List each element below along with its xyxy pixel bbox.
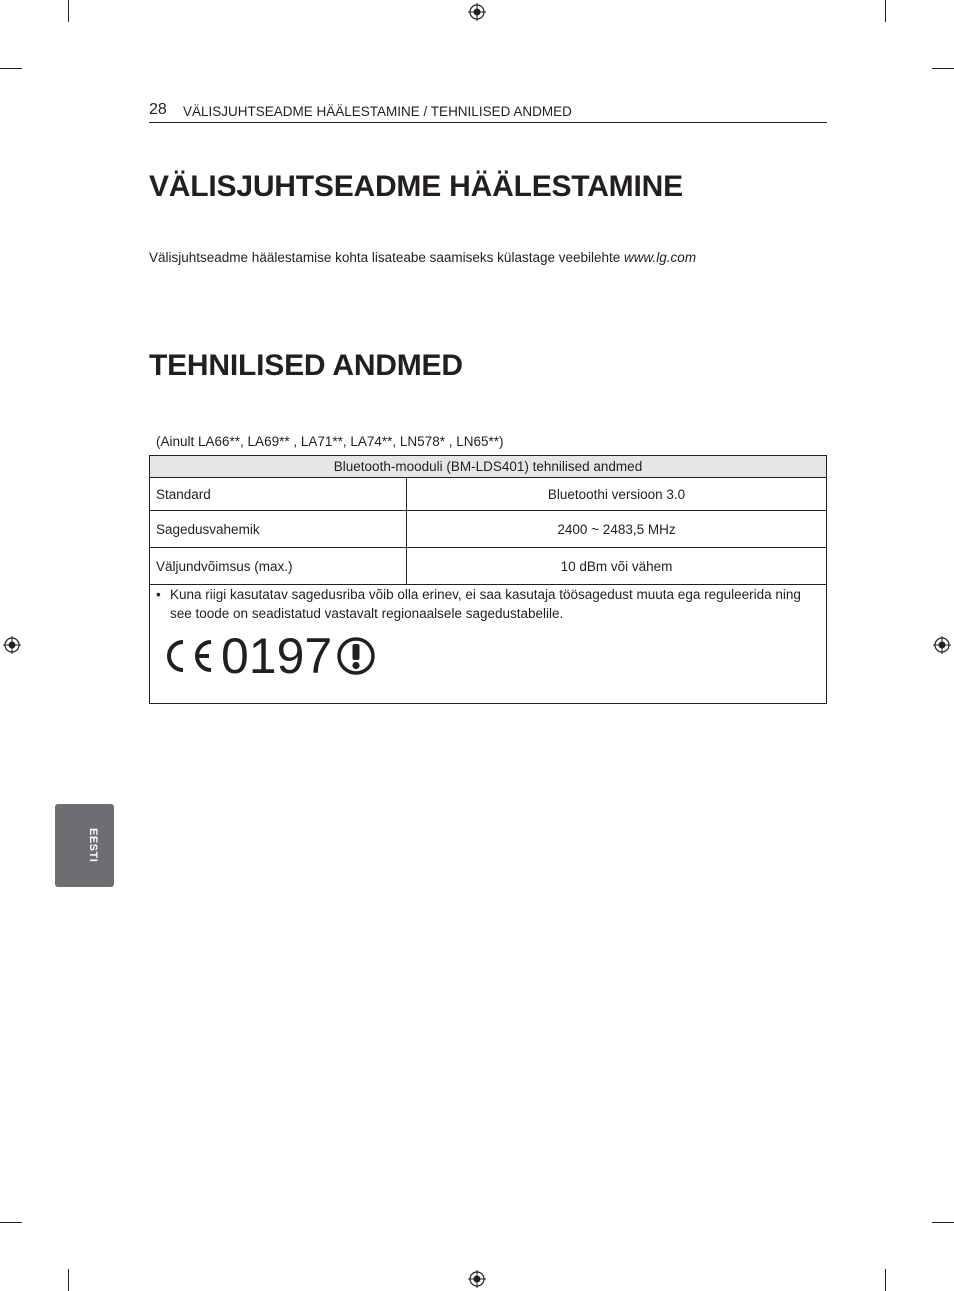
note-bullet	[156, 585, 820, 623]
table-row	[150, 511, 827, 548]
ce-logo-icon	[159, 636, 215, 676]
alert-sign-icon	[336, 636, 376, 676]
section-heading-remote-setup: VÄLISJUHTSEADME HÄÄLESTAMINE	[149, 170, 683, 203]
note-text: Kuna riigi kasutatav sagedusriba võib olla erinev, ei saa kasutaja töösagedust muuta ega reguleerida ning see toode on seadistatud vastavalt regionaalsele sagedustabelile.	[170, 587, 801, 621]
bullet-icon: •	[156, 587, 161, 602]
language-tab-label: EESTI	[87, 828, 99, 863]
table-row-label: Väljundvõimsus (max.)	[150, 548, 407, 585]
notified-body-number: 0197	[221, 628, 333, 684]
registration-mark-icon	[468, 1270, 486, 1288]
table-row	[150, 548, 827, 585]
crop-mark	[68, 1269, 69, 1291]
table-row	[150, 478, 827, 511]
models-note: (Ainult LA66**, LA69** , LA71**, LA74**, LN578* , LN65**)	[156, 434, 504, 449]
table-row-value: 10 dBm või vähem	[407, 548, 827, 585]
table-header-cell: Bluetooth-mooduli (BM-LDS401) tehnilised andmed	[150, 456, 827, 478]
table-row-value: 2400 ~ 2483,5 MHz	[407, 511, 827, 548]
intro-paragraph	[149, 250, 696, 265]
website-link[interactable]: www.lg.com	[624, 250, 697, 265]
table-row-label: Sagedusvahemik	[150, 511, 407, 548]
crop-mark	[0, 68, 22, 69]
ce-marking	[159, 628, 820, 684]
section-heading-specifications: TEHNILISED ANDMED	[149, 349, 463, 382]
crop-mark	[932, 68, 954, 69]
intro-text: Välisjuhtseadme häälestamise kohta lisateabe saamiseks külastage veebilehte	[149, 250, 621, 265]
registration-mark-icon	[3, 636, 21, 654]
crop-mark	[932, 1222, 954, 1223]
crop-mark	[0, 1222, 22, 1223]
table-row-value: Bluetoothi versioon 3.0	[407, 478, 827, 511]
crop-mark	[885, 1269, 886, 1291]
running-header	[149, 100, 827, 123]
language-tab	[55, 804, 114, 887]
crop-mark	[885, 0, 886, 22]
crop-mark	[68, 0, 69, 22]
registration-mark-icon	[933, 636, 951, 654]
table-note-cell	[150, 585, 827, 704]
table-row-label: Standard	[150, 478, 407, 511]
table-note-row	[150, 585, 827, 704]
running-header-title: VÄLISJUHTSEADME HÄÄLESTAMINE / TEHNILISED ANDMED	[183, 104, 572, 119]
table-header-row	[150, 456, 827, 478]
registration-mark-icon	[468, 3, 486, 21]
bluetooth-spec-table	[149, 455, 827, 704]
page-number: 28	[149, 101, 167, 118]
